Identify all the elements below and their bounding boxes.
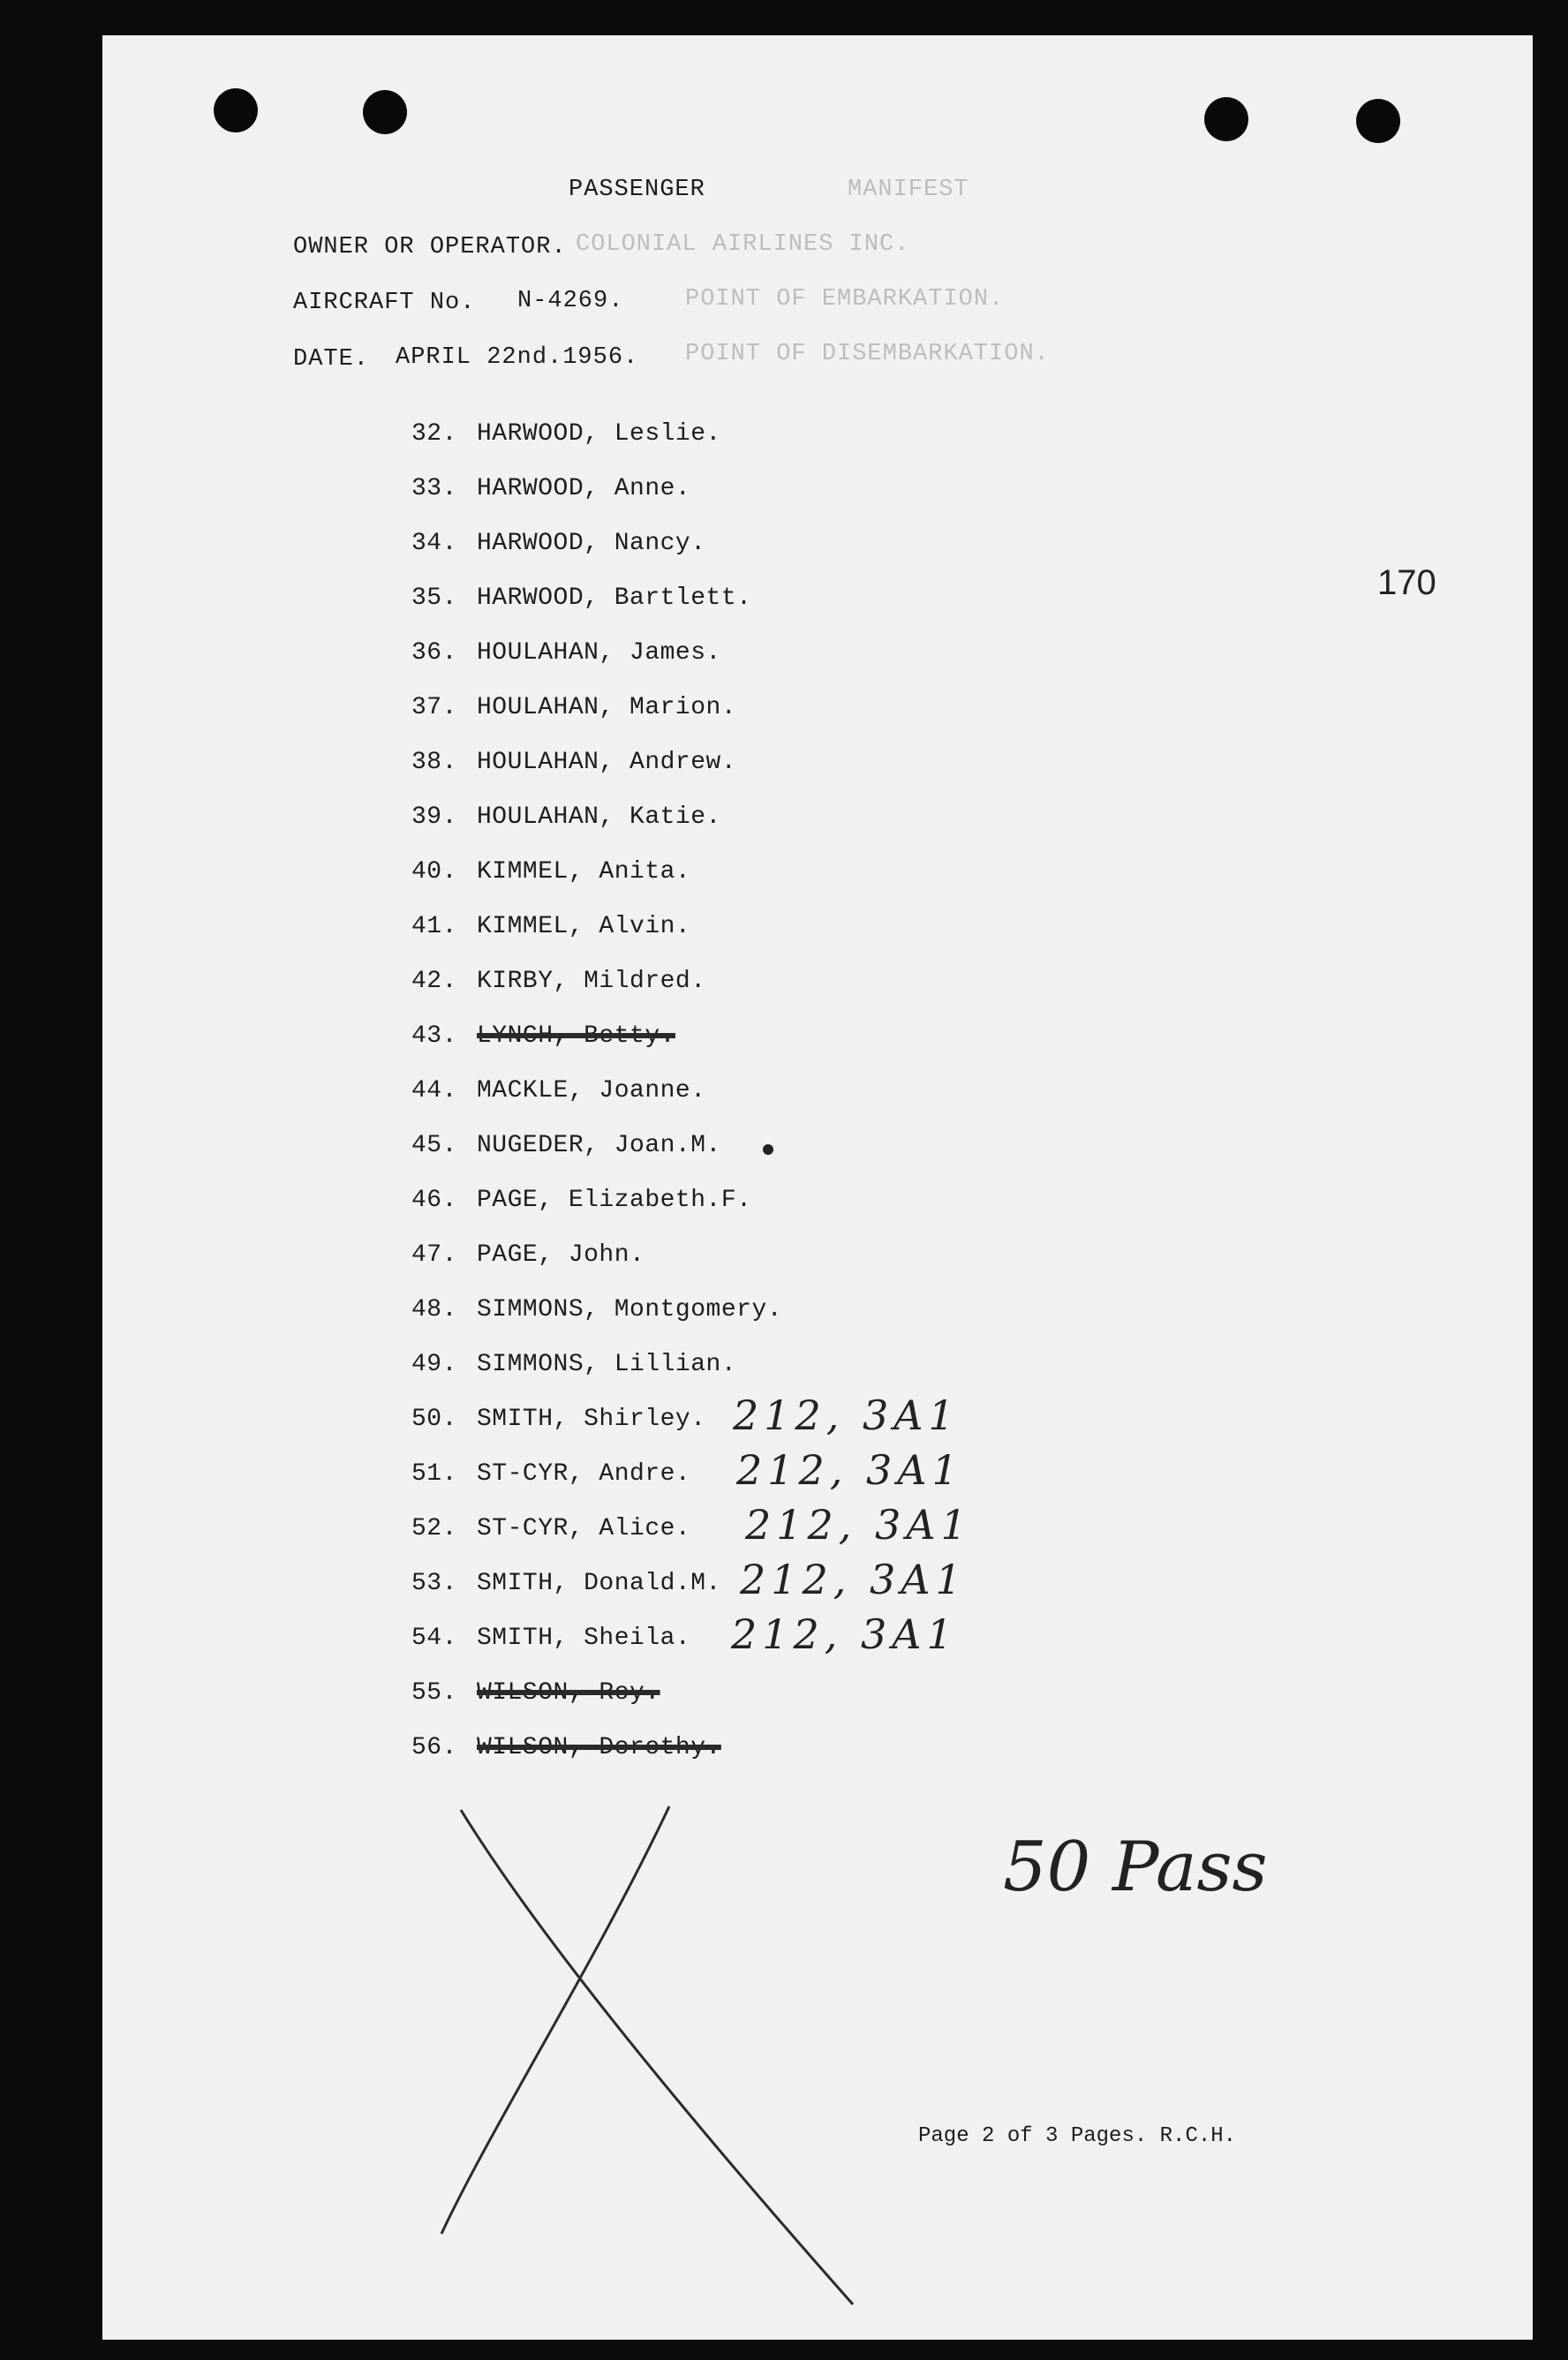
passenger-number: 41. <box>411 913 457 940</box>
passenger-name: SIMMONS, Lillian. <box>477 1351 737 1378</box>
passenger-name: HOULAHAN, James. <box>477 639 721 667</box>
passenger-name: HOULAHAN, Marion. <box>477 694 737 721</box>
passenger-number: 35. <box>411 584 457 612</box>
aircraft-label: AIRCRAFT No. <box>293 290 476 316</box>
passenger-name: HARWOOD, Anne. <box>477 475 691 502</box>
manifest-page <box>102 35 1533 2340</box>
passenger-number: 55. <box>411 1679 457 1707</box>
page-footer: Page 2 of 3 Pages. R.C.H. <box>918 2124 1237 2148</box>
passenger-name: PAGE, Elizabeth.F. <box>477 1187 752 1214</box>
handwritten-code: 212, 3A1 <box>740 1556 967 1603</box>
passenger-name: SMITH, Sheila. <box>477 1625 691 1652</box>
passenger-number: 37. <box>411 694 457 721</box>
passenger-number: 44. <box>411 1077 457 1105</box>
manifest-title-right: MANIFEST <box>848 177 969 203</box>
passenger-number: 42. <box>411 968 457 995</box>
owner-value: COLONIAL AIRLINES INC. <box>576 231 910 258</box>
passenger-name: HARWOOD, Leslie. <box>477 420 721 448</box>
passenger-number: 34. <box>411 530 457 557</box>
passenger-name: HOULAHAN, Andrew. <box>477 749 737 776</box>
passenger-number: 56. <box>411 1734 457 1761</box>
disembarkation-label: POINT OF DISEMBARKATION. <box>685 341 1050 367</box>
handwritten-code: 212, 3A1 <box>745 1501 972 1549</box>
passenger-number: 51. <box>411 1460 457 1488</box>
passenger-name: PAGE, John. <box>477 1241 645 1269</box>
passenger-number: 47. <box>411 1241 457 1269</box>
passenger-number: 54. <box>411 1625 457 1652</box>
handwritten-cross-mark <box>102 35 1533 2340</box>
passenger-name: NUGEDER, Joan.M. <box>477 1132 721 1159</box>
manifest-title-left: PASSENGER <box>569 177 705 203</box>
passenger-number: 53. <box>411 1570 457 1597</box>
passenger-name: HARWOOD, Bartlett. <box>477 584 752 612</box>
passenger-name: HOULAHAN, Katie. <box>477 803 721 831</box>
date-label: DATE. <box>293 346 370 373</box>
passenger-number: 33. <box>411 475 457 502</box>
passenger-number: 46. <box>411 1187 457 1214</box>
handwritten-code: 212, 3A1 <box>733 1391 960 1439</box>
passenger-number: 43. <box>411 1022 457 1050</box>
passenger-number: 49. <box>411 1351 457 1378</box>
flight-date: APRIL 22nd.1956. <box>396 344 639 371</box>
embarkation-label: POINT OF EMBARKATION. <box>685 286 1005 313</box>
passenger-name: ST-CYR, Andre. <box>477 1460 691 1488</box>
passenger-name: WILSON, Roy. <box>477 1679 660 1707</box>
passenger-name: SIMMONS, Montgomery. <box>477 1296 783 1323</box>
passenger-number: 39. <box>411 803 457 831</box>
handwritten-passenger-total: 50 Pass <box>1003 1828 1268 1907</box>
passenger-name: KIMMEL, Anita. <box>477 858 691 886</box>
passenger-number: 38. <box>411 749 457 776</box>
passenger-name: SMITH, Donald.M. <box>477 1570 721 1597</box>
passenger-number: 45. <box>411 1132 457 1159</box>
passenger-number: 48. <box>411 1296 457 1323</box>
passenger-name: MACKLE, Joanne. <box>477 1077 706 1105</box>
passenger-name: HARWOOD, Nancy. <box>477 530 706 557</box>
passenger-number: 50. <box>411 1406 457 1433</box>
aircraft-number: N-4269. <box>517 288 624 314</box>
passenger-name: LYNCH, Betty. <box>477 1022 675 1050</box>
passenger-number: 36. <box>411 639 457 667</box>
passenger-name: ST-CYR, Alice. <box>477 1515 691 1542</box>
passenger-number: 52. <box>411 1515 457 1542</box>
passenger-name: SMITH, Shirley. <box>477 1406 706 1433</box>
passenger-name: KIRBY, Mildred. <box>477 968 706 995</box>
stamped-page-number: 170 <box>1377 563 1436 602</box>
passenger-name: WILSON, Dorothy. <box>477 1734 721 1761</box>
passenger-number: 32. <box>411 420 457 448</box>
owner-label: OWNER OR OPERATOR. <box>293 234 567 260</box>
handwritten-code: 212, 3A1 <box>736 1446 963 1494</box>
passenger-number: 40. <box>411 858 457 886</box>
handwritten-code: 212, 3A1 <box>731 1610 958 1658</box>
passenger-name: KIMMEL, Alvin. <box>477 913 691 940</box>
